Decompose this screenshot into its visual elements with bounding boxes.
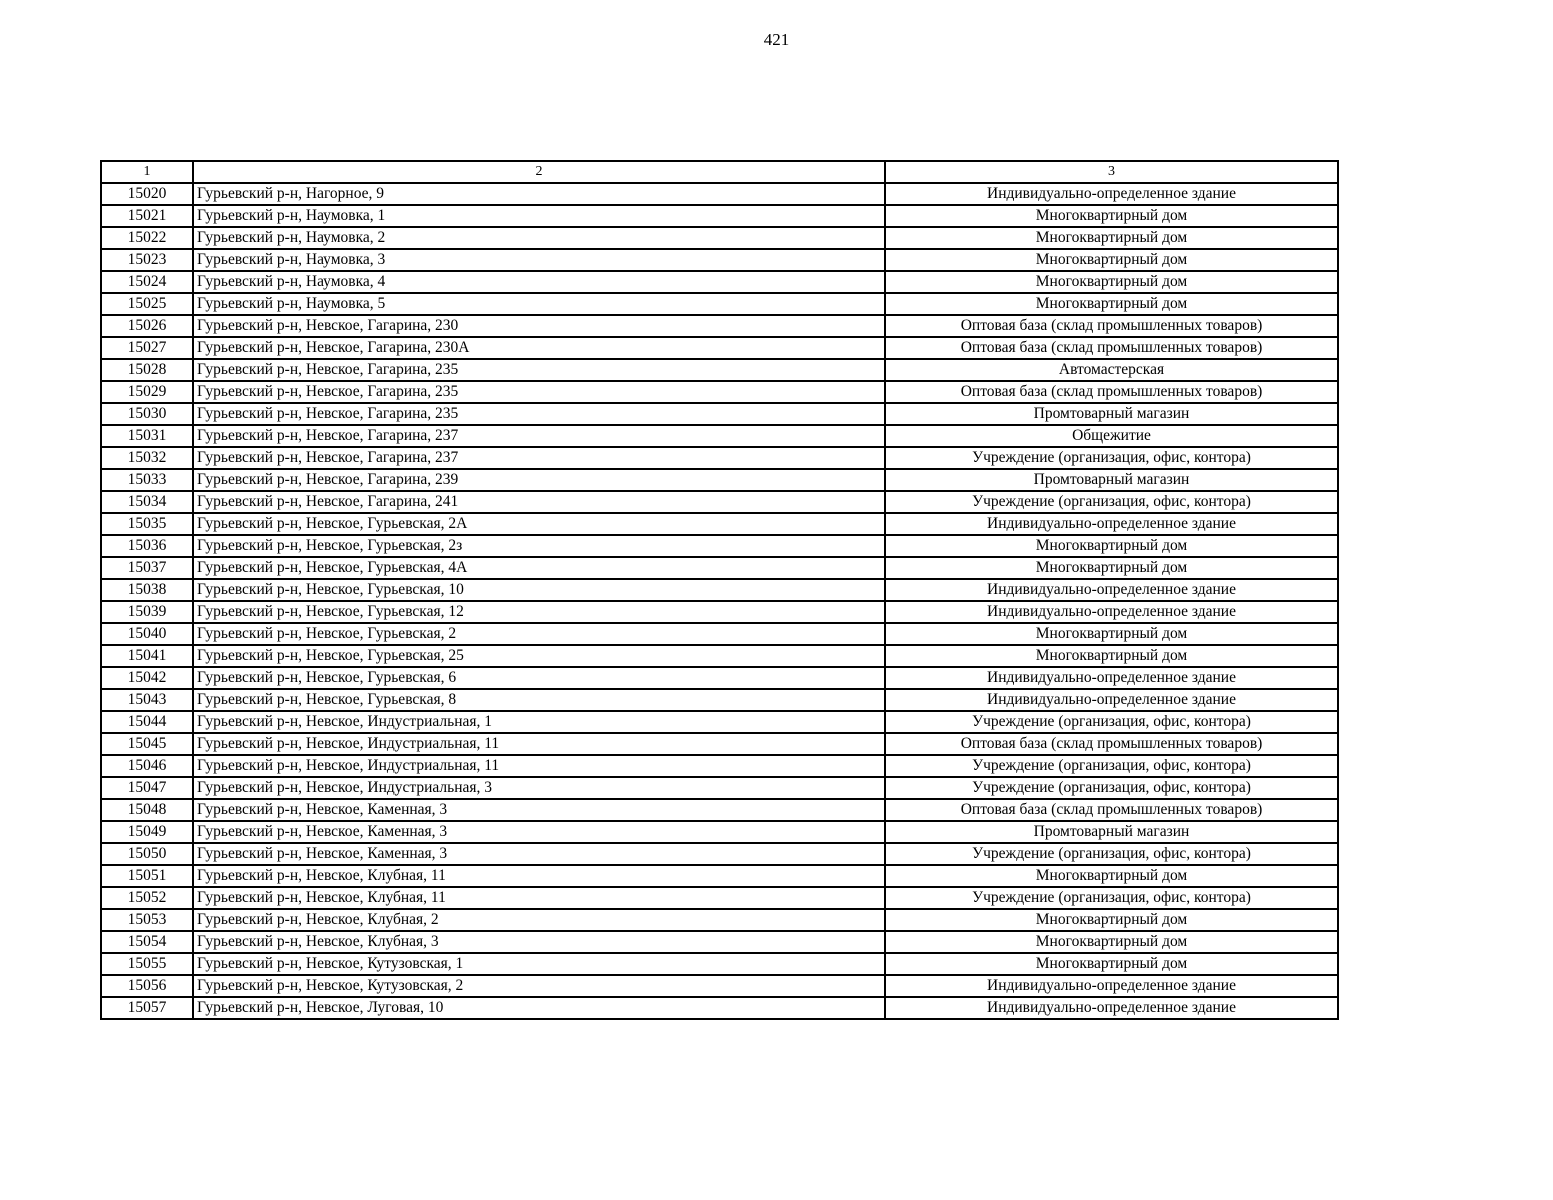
- row-id-cell: 15023: [101, 249, 193, 271]
- row-type-cell: Многоквартирный дом: [885, 865, 1338, 887]
- row-type-cell: Индивидуально-определенное здание: [885, 513, 1338, 535]
- registry-table: [100, 160, 1339, 1020]
- row-id-cell: 15042: [101, 667, 193, 689]
- table-row: [101, 645, 1338, 667]
- row-id-cell: 15024: [101, 271, 193, 293]
- table-row: [101, 843, 1338, 865]
- row-type-cell: Многоквартирный дом: [885, 909, 1338, 931]
- row-id-cell: 15057: [101, 997, 193, 1019]
- row-id-cell: 15035: [101, 513, 193, 535]
- table-row: [101, 777, 1338, 799]
- table-row: [101, 315, 1338, 337]
- row-id-cell: 15028: [101, 359, 193, 381]
- table-row: [101, 997, 1338, 1019]
- row-id-cell: 15049: [101, 821, 193, 843]
- row-address-cell: Гурьевский р-н, Наумовка, 5: [193, 293, 885, 315]
- table-row: [101, 601, 1338, 623]
- row-id-cell: 15048: [101, 799, 193, 821]
- row-id-cell: 15020: [101, 183, 193, 205]
- row-address-cell: Гурьевский р-н, Наумовка, 3: [193, 249, 885, 271]
- row-type-cell: Индивидуально-определенное здание: [885, 579, 1338, 601]
- row-address-cell: Гурьевский р-н, Невское, Индустриальная, 3: [193, 777, 885, 799]
- row-type-cell: Промтоварный магазин: [885, 821, 1338, 843]
- row-id-cell: 15047: [101, 777, 193, 799]
- table-row: [101, 469, 1338, 491]
- row-id-cell: 15052: [101, 887, 193, 909]
- row-type-cell: Многоквартирный дом: [885, 645, 1338, 667]
- row-address-cell: Гурьевский р-н, Невское, Гурьевская, 6: [193, 667, 885, 689]
- row-address-cell: Гурьевский р-н, Невское, Гурьевская, 2А: [193, 513, 885, 535]
- column-header-3: 3: [885, 161, 1338, 183]
- row-type-cell: Индивидуально-определенное здание: [885, 667, 1338, 689]
- row-id-cell: 15041: [101, 645, 193, 667]
- row-address-cell: Гурьевский р-н, Наумовка, 4: [193, 271, 885, 293]
- row-address-cell: Гурьевский р-н, Невское, Гагарина, 241: [193, 491, 885, 513]
- table-row: [101, 513, 1338, 535]
- row-address-cell: Гурьевский р-н, Невское, Гурьевская, 2з: [193, 535, 885, 557]
- row-type-cell: Промтоварный магазин: [885, 469, 1338, 491]
- row-type-cell: Автомастерская: [885, 359, 1338, 381]
- row-address-cell: Гурьевский р-н, Невское, Клубная, 11: [193, 865, 885, 887]
- table-row: [101, 931, 1338, 953]
- table-row: [101, 403, 1338, 425]
- table-row: [101, 425, 1338, 447]
- row-type-cell: Многоквартирный дом: [885, 931, 1338, 953]
- row-id-cell: 15027: [101, 337, 193, 359]
- row-address-cell: Гурьевский р-н, Невское, Каменная, 3: [193, 821, 885, 843]
- table-row: [101, 205, 1338, 227]
- row-id-cell: 15029: [101, 381, 193, 403]
- row-id-cell: 15034: [101, 491, 193, 513]
- table-row: [101, 535, 1338, 557]
- row-address-cell: Гурьевский р-н, Невское, Гурьевская, 4А: [193, 557, 885, 579]
- column-header-2: 2: [193, 161, 885, 183]
- row-type-cell: Учреждение (организация, офис, контора): [885, 447, 1338, 469]
- registry-table-body: [101, 161, 1338, 1019]
- table-row: [101, 579, 1338, 601]
- row-type-cell: Многоквартирный дом: [885, 227, 1338, 249]
- row-address-cell: Гурьевский р-н, Невское, Каменная, 3: [193, 799, 885, 821]
- row-id-cell: 15025: [101, 293, 193, 315]
- row-address-cell: Гурьевский р-н, Наумовка, 1: [193, 205, 885, 227]
- row-address-cell: Гурьевский р-н, Невское, Гурьевская, 2: [193, 623, 885, 645]
- table-row: [101, 689, 1338, 711]
- row-type-cell: Учреждение (организация, офис, контора): [885, 843, 1338, 865]
- page-number: 421: [763, 30, 790, 49]
- table-row: [101, 733, 1338, 755]
- row-address-cell: Гурьевский р-н, Невское, Гагарина, 239: [193, 469, 885, 491]
- row-address-cell: Гурьевский р-н, Невское, Клубная, 3: [193, 931, 885, 953]
- table-row: [101, 975, 1338, 997]
- table-row: [101, 183, 1338, 205]
- row-id-cell: 15037: [101, 557, 193, 579]
- table-row: [101, 909, 1338, 931]
- row-type-cell: Оптовая база (склад промышленных товаров): [885, 733, 1338, 755]
- table-row: [101, 711, 1338, 733]
- row-id-cell: 15033: [101, 469, 193, 491]
- row-id-cell: 15036: [101, 535, 193, 557]
- row-id-cell: 15051: [101, 865, 193, 887]
- row-id-cell: 15044: [101, 711, 193, 733]
- row-type-cell: Оптовая база (склад промышленных товаров): [885, 381, 1338, 403]
- row-type-cell: Учреждение (организация, офис, контора): [885, 491, 1338, 513]
- row-type-cell: Индивидуально-определенное здание: [885, 975, 1338, 997]
- row-address-cell: Гурьевский р-н, Невское, Индустриальная, 1: [193, 711, 885, 733]
- table-row: [101, 337, 1338, 359]
- row-id-cell: 15022: [101, 227, 193, 249]
- row-address-cell: Гурьевский р-н, Невское, Гурьевская, 25: [193, 645, 885, 667]
- row-address-cell: Гурьевский р-н, Невское, Индустриальная, 11: [193, 755, 885, 777]
- row-id-cell: 15031: [101, 425, 193, 447]
- row-id-cell: 15053: [101, 909, 193, 931]
- row-id-cell: 15026: [101, 315, 193, 337]
- row-id-cell: 15021: [101, 205, 193, 227]
- row-address-cell: Гурьевский р-н, Невское, Индустриальная, 11: [193, 733, 885, 755]
- row-type-cell: Индивидуально-определенное здание: [885, 601, 1338, 623]
- row-id-cell: 15043: [101, 689, 193, 711]
- row-type-cell: Многоквартирный дом: [885, 623, 1338, 645]
- row-id-cell: 15056: [101, 975, 193, 997]
- row-address-cell: Гурьевский р-н, Невское, Гагарина, 237: [193, 425, 885, 447]
- row-address-cell: Гурьевский р-н, Нагорное, 9: [193, 183, 885, 205]
- row-address-cell: Гурьевский р-н, Невское, Гурьевская, 8: [193, 689, 885, 711]
- table-row: [101, 887, 1338, 909]
- table-row: [101, 293, 1338, 315]
- row-address-cell: Гурьевский р-н, Невское, Клубная, 2: [193, 909, 885, 931]
- row-id-cell: 15054: [101, 931, 193, 953]
- row-type-cell: Учреждение (организация, офис, контора): [885, 755, 1338, 777]
- row-address-cell: Гурьевский р-н, Наумовка, 2: [193, 227, 885, 249]
- row-address-cell: Гурьевский р-н, Невское, Гагарина, 237: [193, 447, 885, 469]
- row-address-cell: Гурьевский р-н, Невское, Луговая, 10: [193, 997, 885, 1019]
- row-type-cell: Оптовая база (склад промышленных товаров): [885, 799, 1338, 821]
- row-type-cell: Индивидуально-определенное здание: [885, 997, 1338, 1019]
- row-id-cell: 15039: [101, 601, 193, 623]
- row-id-cell: 15032: [101, 447, 193, 469]
- row-type-cell: Учреждение (организация, офис, контора): [885, 887, 1338, 909]
- row-address-cell: Гурьевский р-н, Невское, Гагарина, 230А: [193, 337, 885, 359]
- row-type-cell: Оптовая база (склад промышленных товаров): [885, 315, 1338, 337]
- row-address-cell: Гурьевский р-н, Невское, Гагарина, 230: [193, 315, 885, 337]
- row-type-cell: Учреждение (организация, офис, контора): [885, 777, 1338, 799]
- row-type-cell: Многоквартирный дом: [885, 205, 1338, 227]
- table-row: [101, 271, 1338, 293]
- row-type-cell: Оптовая база (склад промышленных товаров): [885, 337, 1338, 359]
- row-address-cell: Гурьевский р-н, Невское, Гурьевская, 10: [193, 579, 885, 601]
- row-address-cell: Гурьевский р-н, Невское, Гурьевская, 12: [193, 601, 885, 623]
- table-row: [101, 447, 1338, 469]
- table-row: [101, 953, 1338, 975]
- row-type-cell: Индивидуально-определенное здание: [885, 183, 1338, 205]
- table-row: [101, 491, 1338, 513]
- row-type-cell: Многоквартирный дом: [885, 557, 1338, 579]
- row-address-cell: Гурьевский р-н, Невское, Клубная, 11: [193, 887, 885, 909]
- table-row: [101, 667, 1338, 689]
- column-header-1: 1: [101, 161, 193, 183]
- table-row: [101, 227, 1338, 249]
- row-type-cell: Многоквартирный дом: [885, 535, 1338, 557]
- row-type-cell: Учреждение (организация, офис, контора): [885, 711, 1338, 733]
- row-id-cell: 15045: [101, 733, 193, 755]
- row-type-cell: Индивидуально-определенное здание: [885, 689, 1338, 711]
- row-type-cell: Общежитие: [885, 425, 1338, 447]
- row-id-cell: 15050: [101, 843, 193, 865]
- table-row: [101, 799, 1338, 821]
- table-row: [101, 249, 1338, 271]
- row-id-cell: 15040: [101, 623, 193, 645]
- row-id-cell: 15055: [101, 953, 193, 975]
- table-row: [101, 381, 1338, 403]
- row-address-cell: Гурьевский р-н, Невское, Кутузовская, 2: [193, 975, 885, 997]
- table-row: [101, 623, 1338, 645]
- row-address-cell: Гурьевский р-н, Невское, Гагарина, 235: [193, 359, 885, 381]
- row-id-cell: 15038: [101, 579, 193, 601]
- row-type-cell: Многоквартирный дом: [885, 293, 1338, 315]
- table-row: [101, 821, 1338, 843]
- row-address-cell: Гурьевский р-н, Невское, Гагарина, 235: [193, 403, 885, 425]
- table-row: [101, 359, 1338, 381]
- row-id-cell: 15030: [101, 403, 193, 425]
- table-row: [101, 865, 1338, 887]
- row-type-cell: Многоквартирный дом: [885, 271, 1338, 293]
- row-address-cell: Гурьевский р-н, Невское, Кутузовская, 1: [193, 953, 885, 975]
- row-id-cell: 15046: [101, 755, 193, 777]
- table-header-row: [101, 161, 1338, 183]
- row-address-cell: Гурьевский р-н, Невское, Каменная, 3: [193, 843, 885, 865]
- table-row: [101, 755, 1338, 777]
- row-type-cell: Многоквартирный дом: [885, 249, 1338, 271]
- table-row: [101, 557, 1338, 579]
- row-address-cell: Гурьевский р-н, Невское, Гагарина, 235: [193, 381, 885, 403]
- row-type-cell: Многоквартирный дом: [885, 953, 1338, 975]
- row-type-cell: Промтоварный магазин: [885, 403, 1338, 425]
